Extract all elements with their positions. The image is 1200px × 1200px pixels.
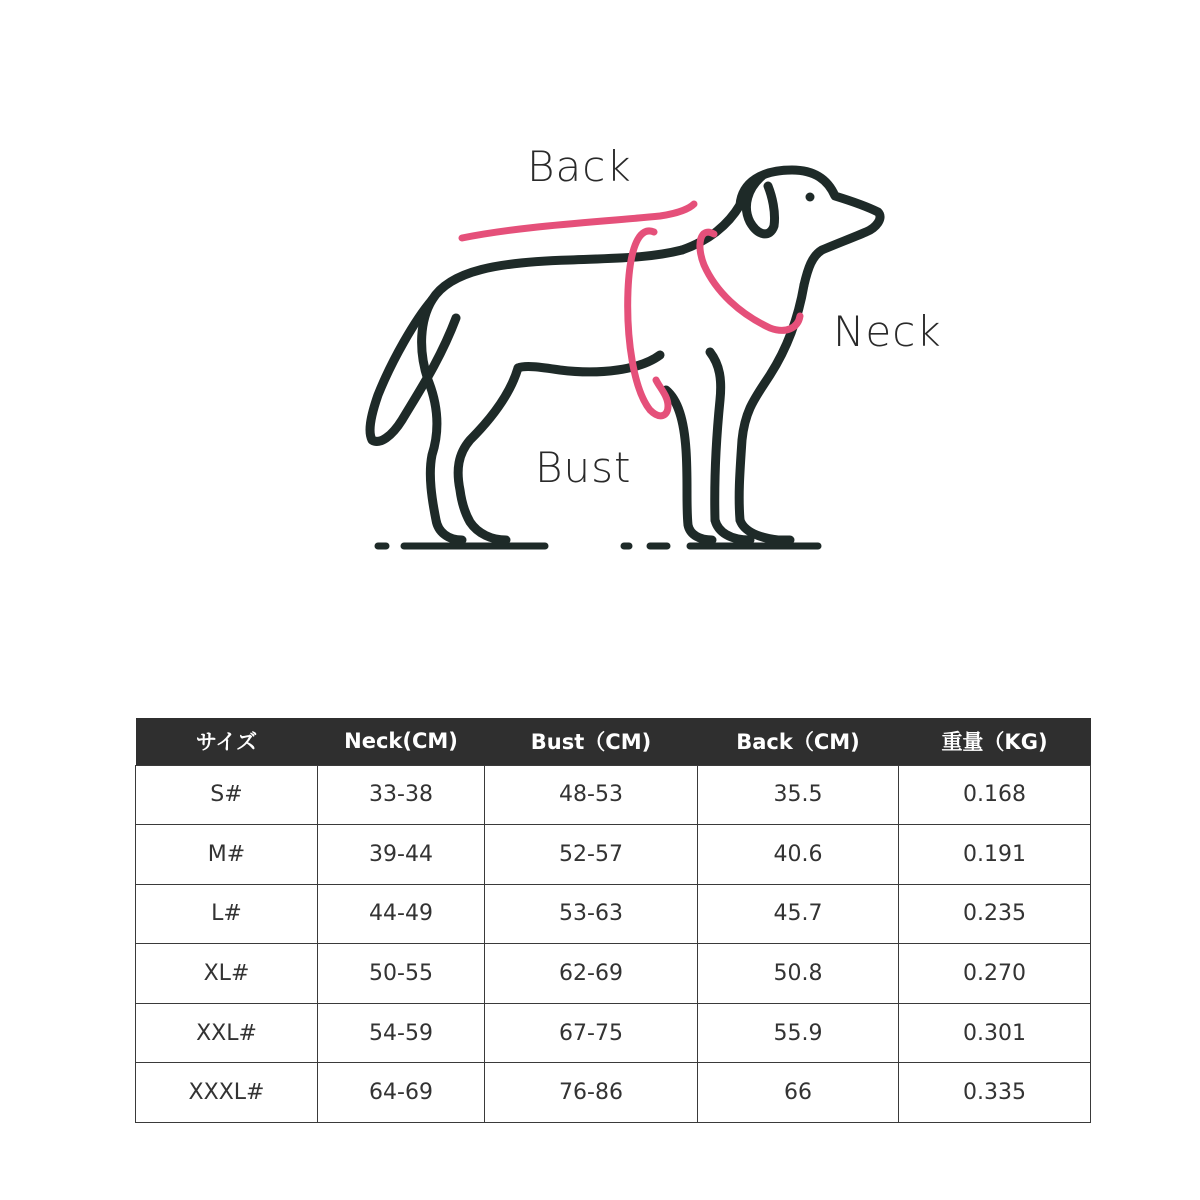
cell-size: S#	[136, 765, 318, 825]
back-label: Back	[527, 142, 632, 191]
table-row	[136, 1063, 1091, 1123]
header-weight: 重量（KG)	[899, 718, 1091, 765]
neck-label: Neck	[833, 307, 942, 356]
table-header-row	[136, 718, 1091, 765]
back-measure-line	[462, 204, 694, 238]
header-back: Back（CM)	[698, 718, 899, 765]
cell-neck: 44-49	[318, 884, 485, 944]
cell-neck: 50-55	[318, 944, 485, 1004]
cell-bust: 62-69	[485, 944, 698, 1004]
header-size: サイズ	[136, 718, 318, 765]
cell-size: XL#	[136, 944, 318, 1004]
cell-weight: 0.270	[899, 944, 1091, 1004]
cell-size: XXL#	[136, 1003, 318, 1063]
cell-bust: 52-57	[485, 825, 698, 885]
neck-measure-loop	[700, 232, 800, 330]
cell-neck: 64-69	[318, 1063, 485, 1123]
bust-label: Bust	[535, 443, 632, 492]
cell-size: L#	[136, 884, 318, 944]
table-row	[136, 825, 1091, 885]
cell-bust: 53-63	[485, 884, 698, 944]
cell-back: 50.8	[698, 944, 899, 1004]
table-row	[136, 1003, 1091, 1063]
cell-bust: 67-75	[485, 1003, 698, 1063]
cell-bust: 76-86	[485, 1063, 698, 1123]
header-bust: Bust（CM)	[485, 718, 698, 765]
cell-weight: 0.191	[899, 825, 1091, 885]
table-row	[136, 765, 1091, 825]
dog-eye	[806, 193, 815, 202]
table-row	[136, 884, 1091, 944]
cell-neck: 54-59	[318, 1003, 485, 1063]
size-chart-table	[135, 718, 1091, 1123]
cell-weight: 0.168	[899, 765, 1091, 825]
table-row	[136, 944, 1091, 1004]
cell-back: 40.6	[698, 825, 899, 885]
cell-back: 66	[698, 1063, 899, 1123]
cell-size: XXXL#	[136, 1063, 318, 1123]
cell-neck: 39-44	[318, 825, 485, 885]
cell-back: 35.5	[698, 765, 899, 825]
cell-bust: 48-53	[485, 765, 698, 825]
cell-weight: 0.335	[899, 1063, 1091, 1123]
cell-weight: 0.235	[899, 884, 1091, 944]
cell-weight: 0.301	[899, 1003, 1091, 1063]
cell-back: 45.7	[698, 884, 899, 944]
cell-size: M#	[136, 825, 318, 885]
cell-neck: 33-38	[318, 765, 485, 825]
header-neck: Neck(CM)	[318, 718, 485, 765]
cell-back: 55.9	[698, 1003, 899, 1063]
